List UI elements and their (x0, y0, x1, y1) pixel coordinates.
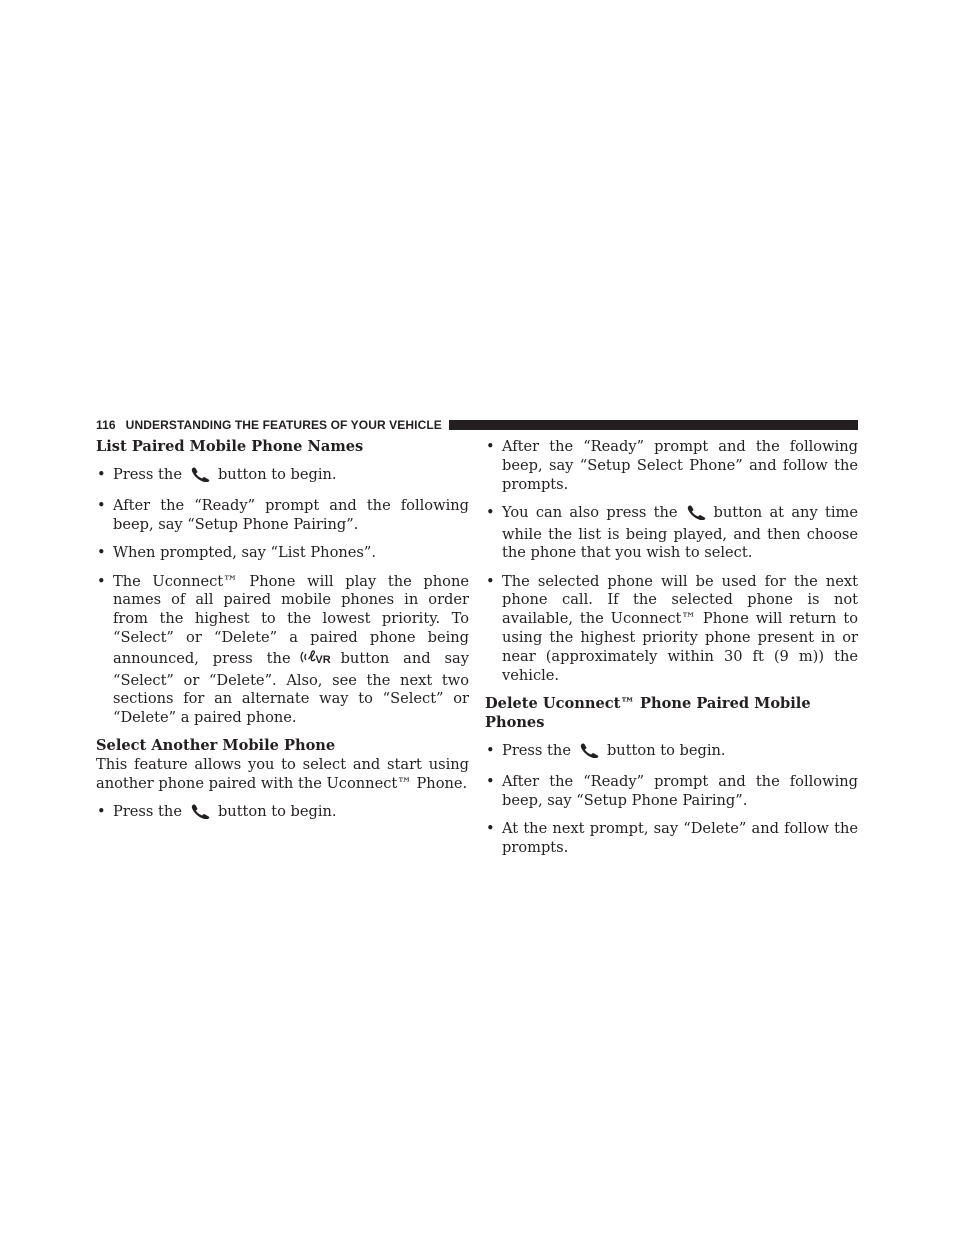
list-item: • Press the button to begin. (485, 742, 858, 764)
list-item: • You can also press the button at any time while the list is being played, and then choose the phone that you wish to select. (486, 503, 858, 562)
header-rule (449, 420, 858, 430)
list-item: • Press the button to begin. (96, 803, 469, 825)
list-item: • Press the button to begin. (96, 466, 469, 488)
list-item: • After the “Ready” prompt and the following beep, say “Setup Select Phone” and follow the prompts. (486, 438, 858, 493)
section-title: UNDERSTANDING THE FEATURES OF YOUR VEHICLE (125, 418, 442, 432)
delete-paired-bullets (485, 742, 858, 858)
voice-recognition-icon (299, 648, 335, 672)
list-item: • At the next prompt, say “Delete” and follow the prompts. (486, 819, 858, 856)
phone-handset-icon (190, 803, 212, 825)
select-another-continued-bullets (485, 438, 858, 685)
list-paired-bullets (96, 466, 469, 728)
phone-handset-icon (579, 742, 601, 764)
page-header (96, 417, 858, 433)
list-item: • When prompted, say “List Phones”. (97, 544, 376, 562)
bullet: • (97, 466, 106, 484)
list-item: • After the “Ready” prompt and the following beep, say “Setup Phone Pairing”. (486, 772, 858, 809)
list-item: • The Uconnect™ Phone will play the phone names of all paired mobile phones in order from the highest to the lowest priority. To “Select” or “Delete” a paired phone being announced, press the VR button and say “Select” or “Delete”. Also, see the next two sections for an alternate way to “Select” or “Delete” a paired phone. (97, 572, 469, 727)
svg-text:VR: VR (314, 653, 331, 666)
select-another-bullets (96, 803, 469, 825)
right-column (485, 438, 858, 857)
page-number: 116 (96, 418, 116, 432)
list-paired-heading: List Paired Mobile Phone Names (96, 438, 364, 455)
phone-handset-icon (686, 504, 708, 526)
list-item: • The selected phone will be used for the next phone call. If the selected phone is not available, the Uconnect™ Phone will return to using the highest priority phone present in or near (approximately within 30 ft (9 m)) the vehicle. (486, 572, 858, 684)
delete-paired-heading: Delete Uconnect™ Phone Paired Mobile Phones (485, 694, 811, 731)
left-column (96, 438, 469, 825)
select-another-heading: Select Another Mobile Phone (96, 737, 336, 755)
phone-handset-icon (190, 466, 212, 488)
list-item: • After the “Ready” prompt and the following beep, say “Setup Phone Pairing”. (97, 497, 469, 534)
select-another-intro: This feature allows you to select and start using another phone paired with the Uconnect™ Phone. (96, 756, 469, 792)
